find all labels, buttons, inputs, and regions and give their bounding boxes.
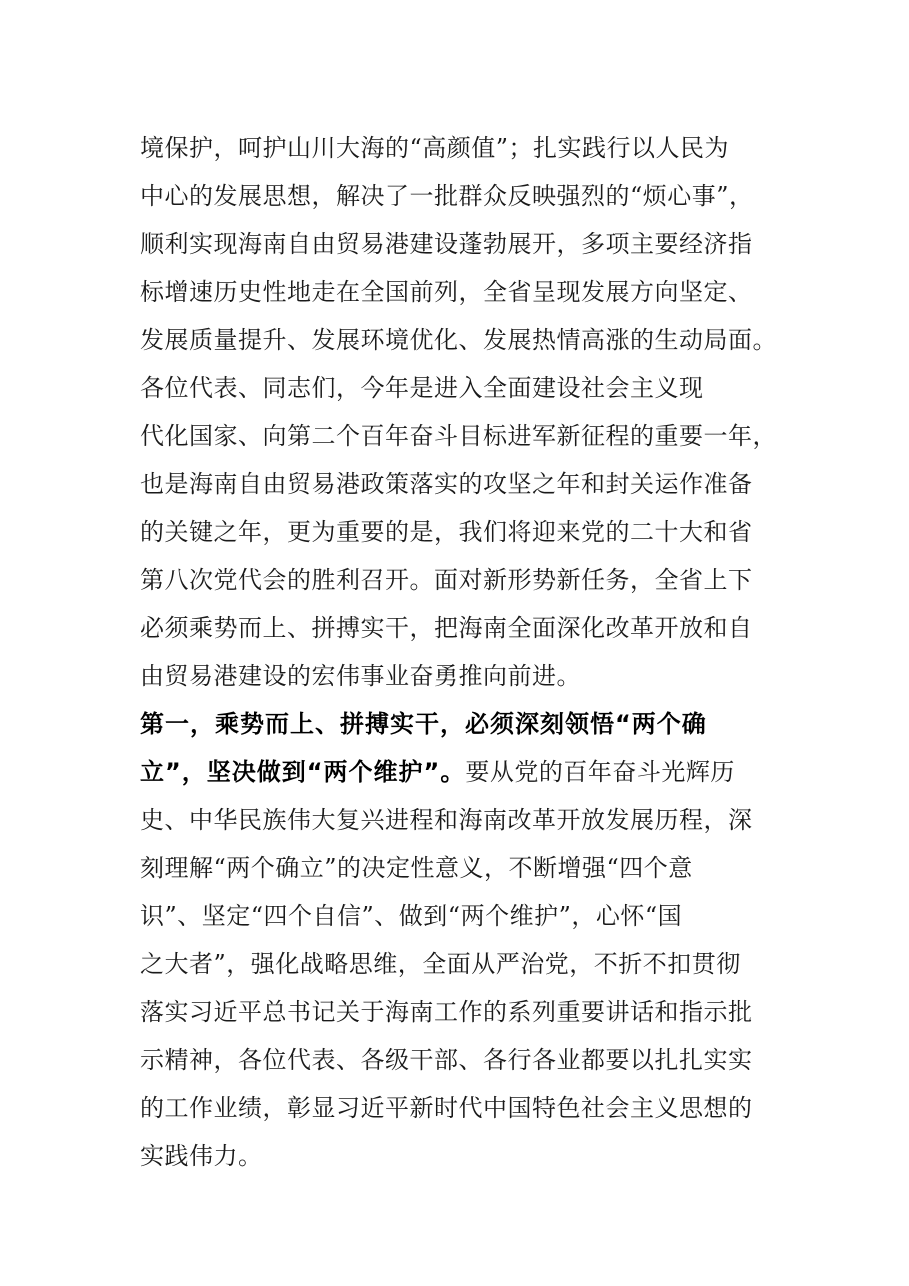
text-line: 由贸易港建设的宏伟事业奋勇推向前进。 <box>140 662 581 690</box>
text-line: 境保护，呵护山川大海的“高颜值”；扎实践行以人民为 <box>140 134 730 162</box>
text-line: 中心的发展思想，解决了一批群众反映强烈的“烦心事”， <box>140 182 754 210</box>
text-line: 识”、坚定“四个自信”、做到“两个维护”，心怀“国 <box>140 902 683 930</box>
text-line: 实践伟力。 <box>140 1142 263 1170</box>
bold-heading-line: 第一，乘势而上、拼搏实干，必须深刻领悟“两个确 <box>140 710 707 738</box>
text-line: 也是海南自由贸易港政策落实的攻坚之年和封关运作准备 <box>140 470 753 498</box>
paragraph-start: 要从党的百年奋斗光辉历 <box>465 758 735 786</box>
text-line: 必须乘势而上、拼搏实干，把海南全面深化改革开放和自 <box>140 614 753 642</box>
text-line: 顺利实现海南自由贸易港建设蓬勃展开，多项主要经济指 <box>140 230 753 258</box>
text-line: 之大者”，强化战略思维，全面从严治党，不折不扣贯彻 <box>140 950 741 978</box>
text-line: 标增速历史性地走在全国前列，全省呈现发展方向坚定、 <box>140 278 753 306</box>
mixed-heading-line <box>140 748 780 796</box>
text-line: 各位代表、同志们，今年是进入全面建设社会主义现 <box>140 374 704 402</box>
text-line: 的关键之年，更为重要的是，我们将迎来党的二十大和省 <box>140 518 753 546</box>
text-line: 示精神，各位代表、各级干部、各行各业都要以扎扎实实 <box>140 1046 753 1074</box>
text-line: 第八次党代会的胜利召开。面对新形势新任务，全省上下 <box>140 566 753 594</box>
text-line: 代化国家、向第二个百年奋斗目标进军新征程的重要一年， <box>140 422 777 450</box>
text-line: 史、中华民族伟大复兴进程和海南改革开放发展历程，深 <box>140 806 753 834</box>
document-body <box>140 124 780 1180</box>
text-line: 落实习近平总书记关于海南工作的系列重要讲话和指示批 <box>140 998 753 1026</box>
text-line: 的工作业绩，彰显习近平新时代中国特色社会主义思想的 <box>140 1094 753 1122</box>
text-line: 刻理解“两个确立”的决定性意义，不断增强“四个意 <box>140 854 693 882</box>
bold-heading-end: 立”，坚决做到“两个维护”。 <box>140 758 466 786</box>
text-line: 发展质量提升、发展环境优化、发展热情高涨的生动局面。 <box>140 326 777 354</box>
